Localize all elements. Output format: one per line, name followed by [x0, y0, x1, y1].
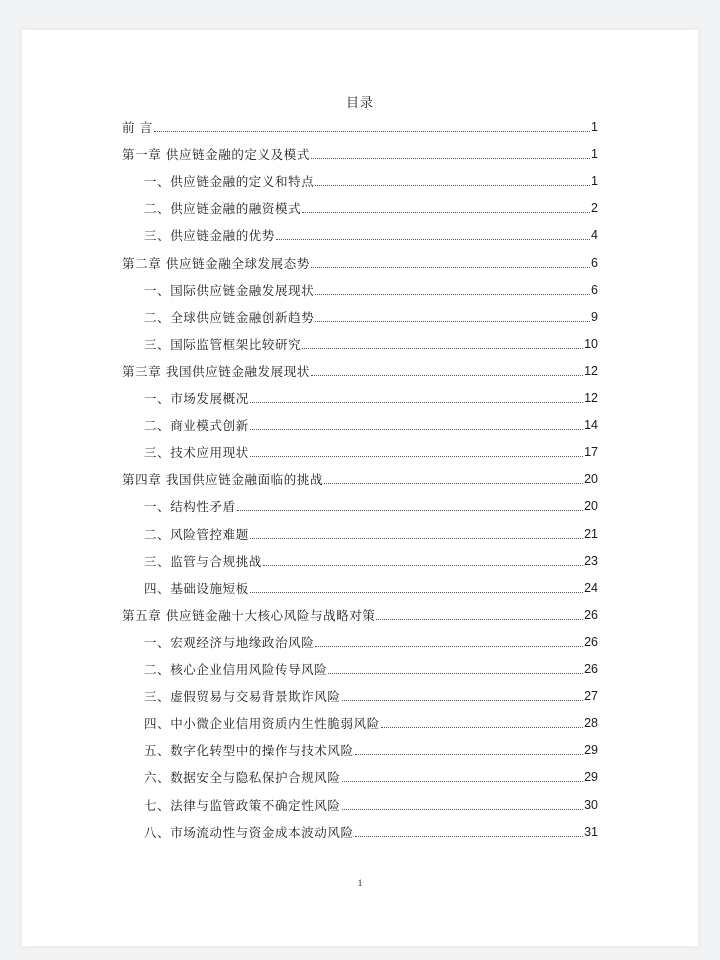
toc-section-entry[interactable] [144, 198, 598, 216]
toc-leader-dots [342, 780, 584, 782]
toc-entry-label: 二、全球供应链金融创新趋势 [144, 309, 315, 325]
toc-entry-label: 第五章 供应链金融十大核心风险与战略对策 [122, 607, 376, 623]
toc-entry-label: 四、基础设施短板 [144, 580, 249, 596]
toc-entry-label: 三、国际监管框架比较研究 [144, 336, 302, 352]
toc-entry-page: 14 [584, 418, 598, 433]
toc-entry-label: 二、供应链金融的融资模式 [144, 201, 302, 217]
toc-leader-dots [250, 591, 583, 593]
toc-leader-dots [342, 808, 584, 810]
toc-entry-page: 20 [584, 499, 598, 514]
toc-section-entry[interactable] [144, 795, 598, 813]
toc-entry-page: 17 [584, 445, 598, 460]
toc-leader-dots [302, 211, 590, 213]
toc-entry-page: 24 [584, 580, 598, 595]
toc-entry-label: 第四章 我国供应链金融面临的挑战 [122, 472, 324, 488]
page-number: 1 [357, 878, 363, 888]
toc-chapter-entry[interactable] [122, 144, 598, 162]
toc-leader-dots [276, 238, 590, 240]
toc-section-entry[interactable] [144, 225, 598, 243]
toc-section-entry[interactable] [144, 334, 598, 352]
toc-section-entry[interactable] [144, 822, 598, 840]
toc-leader-dots [237, 509, 583, 511]
toc-section-entry[interactable] [144, 280, 598, 298]
toc-leader-dots [311, 266, 590, 268]
toc-entry-label: 一、宏观经济与地缘政治风险 [144, 634, 315, 650]
toc-title: 目录 [345, 96, 374, 111]
toc-entry-label: 一、国际供应链金融发展现状 [144, 282, 315, 298]
toc-chapter-entry[interactable] [122, 605, 598, 623]
toc-entry-page: 20 [584, 472, 598, 487]
toc-entry-page: 31 [584, 824, 598, 839]
toc-entry-page: 12 [584, 363, 598, 378]
toc-entry-page: 6 [591, 255, 598, 270]
toc-entry-label: 二、风险管控难题 [144, 526, 249, 542]
toc-section-entry[interactable] [144, 740, 598, 758]
toc-section-entry[interactable] [144, 659, 598, 677]
toc-leader-dots [302, 347, 583, 349]
toc-entry-label: 三、监管与合规挑战 [144, 553, 262, 569]
toc-leader-dots [311, 374, 583, 376]
toc-leader-dots [381, 726, 583, 728]
toc-entry-label: 一、结构性矛盾 [144, 499, 236, 515]
toc-entry-label: 三、技术应用现状 [144, 445, 249, 461]
toc-leader-dots [355, 835, 583, 837]
toc-leader-dots [315, 645, 583, 647]
toc-chapter-entry[interactable] [122, 117, 598, 135]
toc-chapter-entry[interactable] [122, 253, 598, 271]
toc-leader-dots [324, 482, 583, 484]
toc-leader-dots [250, 428, 583, 430]
toc-entry-label: 七、法律与监管政策不确定性风险 [144, 797, 341, 813]
table-of-contents [122, 0, 598, 960]
toc-entry-page: 21 [584, 526, 598, 541]
toc-section-entry[interactable] [144, 767, 598, 785]
toc-leader-dots [311, 157, 590, 159]
toc-entry-label: 第二章 供应链金融全球发展态势 [122, 255, 310, 271]
toc-section-entry[interactable] [144, 551, 598, 569]
toc-entry-label: 二、商业模式创新 [144, 418, 249, 434]
toc-entry-label: 第一章 供应链金融的定义及模式 [122, 147, 310, 163]
toc-entry-page: 26 [584, 662, 598, 676]
toc-leader-dots [250, 537, 583, 539]
toc-leader-dots [250, 401, 583, 403]
toc-chapter-entry[interactable] [122, 469, 598, 487]
toc-leader-dots [342, 699, 584, 701]
toc-entry-page: 26 [584, 607, 598, 622]
toc-entry-page: 9 [591, 309, 598, 324]
toc-entry-page: 28 [584, 716, 598, 731]
toc-entry-page: 30 [584, 797, 598, 812]
toc-section-entry[interactable] [144, 686, 598, 704]
toc-entry-page: 4 [591, 228, 598, 243]
toc-section-entry[interactable] [144, 632, 598, 650]
toc-entry-page: 29 [584, 770, 598, 785]
toc-entry-label: 八、市场流动性与资金成本波动风险 [144, 824, 354, 840]
toc-leader-dots [154, 130, 590, 132]
toc-entry-page: 1 [591, 174, 598, 189]
toc-leader-dots [355, 753, 583, 755]
toc-entry-label: 五、数字化转型中的操作与技术风险 [144, 743, 354, 759]
toc-leader-dots [376, 618, 583, 620]
toc-entry-page: 26 [584, 634, 598, 649]
toc-entry-label: 四、中小微企业信用资质内生性脆弱风险 [144, 716, 380, 732]
toc-entry-label: 三、供应链金融的优势 [144, 228, 276, 244]
toc-entry-page: 10 [584, 336, 598, 351]
toc-leader-dots [328, 672, 583, 674]
toc-entry-page: 27 [584, 689, 598, 704]
toc-entry-label: 前 言 [122, 120, 153, 135]
toc-section-entry[interactable] [144, 171, 598, 189]
toc-section-entry[interactable] [144, 415, 598, 433]
toc-entry-page: 2 [591, 201, 598, 216]
toc-section-entry[interactable] [144, 713, 598, 731]
toc-leader-dots [315, 184, 590, 186]
toc-leader-dots [250, 455, 583, 457]
toc-section-entry[interactable] [144, 496, 598, 514]
toc-entry-page: 12 [584, 391, 598, 405]
toc-entry-label: 二、核心企业信用风险传导风险 [144, 662, 328, 677]
toc-entry-label: 第三章 我国供应链金融发展现状 [122, 363, 310, 379]
toc-section-entry[interactable] [144, 388, 598, 406]
toc-leader-dots [315, 293, 590, 295]
toc-entry-page: 6 [591, 282, 598, 297]
toc-section-entry[interactable] [144, 307, 598, 325]
toc-chapter-entry[interactable] [122, 361, 598, 379]
toc-entry-page: 23 [584, 553, 598, 568]
toc-section-entry[interactable] [144, 524, 598, 542]
toc-entry-label: 一、市场发展概况 [144, 391, 249, 406]
toc-entry-label: 三、虚假贸易与交易背景欺诈风险 [144, 689, 341, 705]
toc-entry-label: 六、数据安全与隐私保护合规风险 [144, 770, 341, 786]
toc-section-entry[interactable] [144, 442, 598, 460]
toc-leader-dots [315, 320, 590, 322]
toc-entry-label: 一、供应链金融的定义和特点 [144, 174, 315, 190]
toc-leader-dots [263, 564, 583, 566]
toc-entry-page: 1 [591, 147, 598, 162]
toc-entry-page: 29 [584, 743, 598, 758]
toc-entry-page: 1 [591, 120, 598, 134]
toc-section-entry[interactable] [144, 578, 598, 596]
